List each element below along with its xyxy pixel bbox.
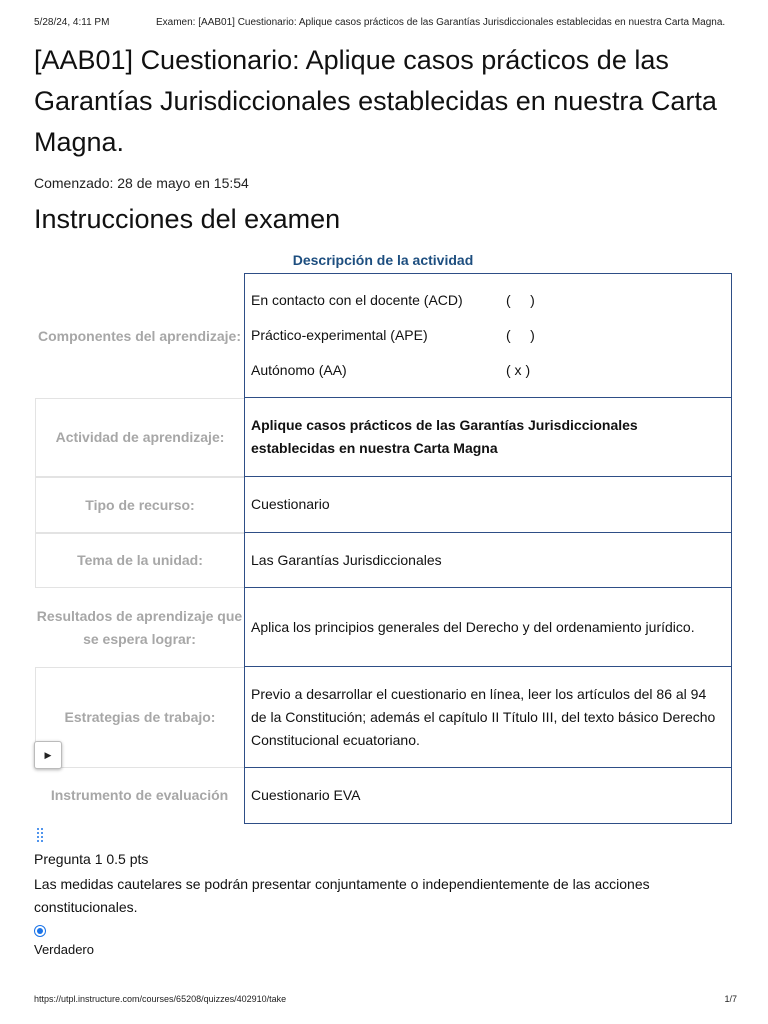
question-text: Las medidas cautelares se podrán presentar conjuntamente o independientemente de las acciones constitucionales.	[34, 876, 650, 915]
value-text: Previo a desarrollar el cuestionario en línea, leer los artículos del 86 al 94 de la Constitución; además el capítulo II Título III, del texto básico Derecho Constitucional ecuatoriano.	[251, 685, 716, 748]
components-label-text: Componentes del aprendizaje:	[37, 327, 242, 344]
components-label	[35, 274, 244, 398]
value-text: Aplique casos prácticos de las Garantías Jurisdiccionales establecidas en nuestra Carta Magna	[251, 417, 638, 456]
play-button[interactable]	[34, 741, 62, 769]
component-name: En contacto con el docente (ACD)	[251, 292, 463, 308]
table-row-value	[244, 767, 732, 824]
component-item	[251, 318, 723, 353]
table-row-label	[35, 588, 244, 667]
table-row-label	[35, 477, 244, 533]
print-datetime: 5/28/24, 4:11 PM	[34, 17, 110, 28]
table-row-label	[35, 398, 244, 477]
table-row-label	[35, 768, 244, 823]
component-name: Práctico-experimental (APE)	[251, 327, 428, 343]
component-item	[251, 353, 723, 388]
value-text: Aplica los principios generales del Derecho y del ordenamiento jurídico.	[251, 618, 695, 635]
table-row-label	[35, 533, 244, 588]
label-text: Instrumento de evaluación	[50, 787, 229, 803]
table-row-label	[35, 667, 244, 768]
value-text: Cuestionario	[251, 496, 330, 512]
label-text: Actividad de aprendizaje:	[55, 429, 225, 445]
play-icon: ▶	[44, 749, 52, 760]
print-header	[34, 17, 738, 28]
value-text: Las Garantías Jurisdiccionales	[251, 551, 442, 568]
label-text: Tipo de recurso:	[85, 496, 195, 513]
started-time: Comenzado: 28 de mayo en 15:54	[34, 175, 249, 191]
table-row-value	[244, 397, 732, 477]
table-row-value	[244, 476, 732, 533]
table-row-value	[244, 587, 732, 667]
component-mark: ( )	[506, 327, 535, 343]
question-header: Pregunta 1 0.5 pts	[34, 851, 149, 867]
component-item	[251, 283, 723, 318]
component-name: Autónomo (AA)	[251, 362, 347, 378]
table-row-value	[244, 532, 732, 588]
components-value	[244, 273, 732, 398]
label-text: Estrategias de trabajo:	[64, 709, 216, 725]
print-page-number: 1/7	[724, 994, 737, 1004]
table-row-value	[244, 666, 732, 768]
table-caption: Descripción de la actividad	[292, 252, 474, 268]
label-text: Resultados de aprendizaje que se espera lograr:	[36, 607, 243, 647]
print-url: https://utpl.instructure.com/courses/65208/quizzes/402910/take	[34, 994, 287, 1004]
radio-selected-dot	[37, 928, 43, 934]
print-footer	[34, 994, 737, 1004]
component-mark: ( x )	[506, 362, 531, 378]
component-mark: ( )	[506, 292, 535, 308]
answer-label[interactable]: Verdadero	[34, 942, 94, 957]
answer-radio[interactable]	[34, 925, 46, 937]
drag-handle-icon[interactable]	[36, 827, 44, 843]
print-page-title: Examen: [AAB01] Cuestionario: Aplique casos prácticos de las Garantías Jurisdiccionales establecidas en nuestra Carta Magna.	[156, 17, 726, 28]
quiz-title: [AAB01] Cuestionario: Aplique casos prácticos de las Garantías Jurisdiccionales establecidas en nuestra Carta Magna.	[34, 45, 717, 157]
instructions-heading: Instrucciones del examen	[34, 204, 341, 234]
value-text: Cuestionario EVA	[251, 787, 361, 803]
label-text: Tema de la unidad:	[77, 552, 203, 568]
